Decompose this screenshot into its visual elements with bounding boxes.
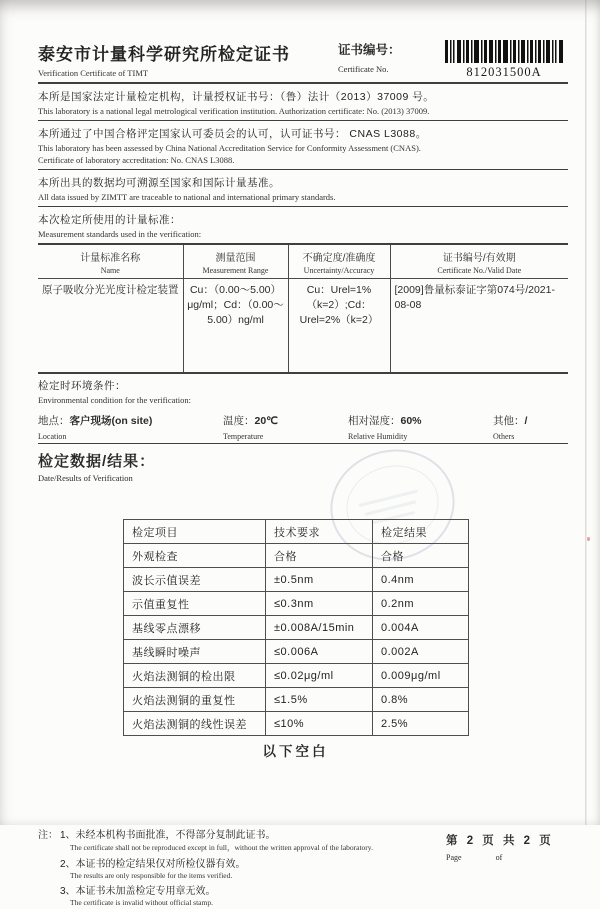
env-label-en: Relative Humidity: [348, 431, 408, 441]
statement-en: This laboratory is a national legal metrological verification institution. Authorization certificate: No. (2013) 37009.: [38, 106, 430, 116]
uncertainty-cell: Cu：Urel=1%（k=2）;Cd：Urel=2%（k=2）: [288, 279, 390, 373]
result-requirement: ±0.008A/15min: [266, 615, 373, 639]
env-label-cn: 温度：: [223, 414, 255, 427]
env-value: /: [524, 414, 528, 427]
env-value: 60%: [400, 414, 422, 427]
of-label: of: [495, 852, 503, 862]
note-en: The certificate is invalid without official stamp.: [70, 897, 213, 907]
note-cn: 2、本证书的检定结果仅对所检仪器有效。: [60, 858, 246, 870]
page-edge-line: [585, 0, 587, 825]
env-label-en: Others: [493, 431, 515, 441]
environment-title: [38, 374, 568, 408]
barcode-block: [440, 40, 568, 80]
result-requirement: ±0.5nm: [266, 567, 373, 591]
statement-standards-used: [38, 207, 568, 243]
statement-accreditation: [38, 121, 568, 169]
blank-below-note: 以下空白: [262, 743, 329, 759]
results-title-cn: 检定数据/结果：: [38, 452, 156, 470]
table-row: [124, 567, 469, 591]
table-row: [38, 279, 568, 373]
standard-name-cell: 原子吸收分光光度计检定装置: [38, 279, 183, 373]
header-cell: [38, 244, 183, 279]
result-item: 基线瞬时噪声: [124, 639, 266, 663]
result-item: 火焰法测铜的重复性: [124, 687, 266, 711]
certificate-page: [38, 40, 568, 909]
page-number-en: [446, 853, 554, 862]
result-value: 0.004A: [373, 615, 469, 639]
certificate-number-label-en: Certificate No.: [338, 64, 389, 74]
notes-label: 注：: [38, 829, 58, 841]
result-value: 合格: [373, 543, 469, 567]
certificate-number-label-block: [338, 40, 418, 74]
note-cn: 3、本证书未加盖检定专用章无效。: [60, 885, 216, 897]
statement-cn: 本所出具的数据均可溯源至国家和国际计量基准。: [38, 177, 280, 189]
table-row: [124, 615, 469, 639]
environment-title-en: Environmental condition for the verification:: [38, 394, 191, 405]
header-cell: [183, 244, 288, 279]
env-value: 20℃: [254, 414, 278, 427]
statement-en: All data issued by ZIMTT are traceable to national and international primary standards.: [38, 192, 336, 202]
result-requirement: ≤0.3nm: [266, 591, 373, 615]
measurement-standards-table: [38, 243, 568, 374]
measurement-range-cell: Cu：（0.00～5.00）μg/ml；Cd：（0.00～5.00）ng/ml: [183, 279, 288, 373]
statement-en: This laboratory has been assessed by China National Accreditation Service for Conformity Assessment (CNAS).: [38, 143, 421, 153]
result-requirement: ≤1.5%: [266, 687, 373, 711]
header-en: Uncertainty/Accuracy: [303, 266, 375, 275]
env-others: [493, 413, 568, 441]
environment-title-cn: 检定时环境条件：: [38, 379, 126, 392]
results-header-result: 检定结果: [373, 519, 469, 543]
table-header-row: [124, 519, 469, 543]
result-item: 火焰法测铜的线性误差: [124, 711, 266, 735]
env-label-en: Temperature: [223, 431, 264, 441]
result-item: 基线零点漂移: [124, 615, 266, 639]
table-row: [124, 639, 469, 663]
result-value: 2.5%: [373, 711, 469, 735]
result-item: 外观检查: [124, 543, 266, 567]
footer-notes: [38, 826, 438, 909]
barcode-icon: [445, 40, 563, 63]
env-value: 客户现场(on site): [69, 414, 153, 427]
result-value: 0.8%: [373, 687, 469, 711]
result-item: 波长示值误差: [124, 567, 266, 591]
note-item: [60, 855, 373, 880]
header-cell: [390, 244, 568, 279]
env-location: [38, 413, 223, 441]
header-cell: [288, 244, 390, 279]
result-item: 火焰法测铜的检出限: [124, 663, 266, 687]
header-cn: 不确定度/准确度: [302, 253, 376, 264]
certificate-number-value: 812031500A: [466, 65, 542, 79]
table-header-row: [38, 244, 568, 279]
result-requirement: ≤0.02μg/ml: [266, 663, 373, 687]
header-en: Measurement Range: [202, 266, 269, 275]
header-cn: 计量标准名称: [80, 253, 141, 264]
table-row: [124, 687, 469, 711]
note-en: The certificate shall not be reproduced except in full，without the written approval of the laboratory.: [70, 842, 373, 852]
footer: [38, 826, 568, 909]
results-title: [38, 444, 568, 483]
note-cn: 1、未经本机构书面批准，不得部分复制此证书。: [60, 829, 276, 841]
result-value: 0.009μg/ml: [373, 663, 469, 687]
header-en: Name: [100, 266, 120, 275]
table-row: [124, 663, 469, 687]
scan-speck: [587, 537, 590, 541]
result-requirement: 合格: [266, 543, 373, 567]
header-cn: 测量范围: [215, 253, 256, 264]
note-item: [60, 882, 373, 907]
note-item: [60, 826, 373, 853]
statement-cn: 本所通过了中国合格评定国家认可委员会的认可，认可证书号： CNAS L3088。: [38, 128, 427, 140]
statement-cn: 本所是国家法定计量检定机构，计量授权证书号：（鲁）法计（2013）37009 号。: [38, 91, 435, 103]
result-item: 示值重复性: [124, 591, 266, 615]
env-temperature: [223, 413, 348, 441]
page-number-block: [446, 826, 554, 909]
header-en: Certificate No./Valid Date: [437, 266, 522, 275]
verification-results-table: [123, 519, 469, 736]
results-header-item: 检定项目: [124, 519, 266, 543]
result-value: 0.4nm: [373, 567, 469, 591]
result-requirement: ≤0.006A: [266, 639, 373, 663]
env-label-en: Location: [38, 431, 67, 441]
results-header-requirement: 技术要求: [266, 519, 373, 543]
table-row: [124, 543, 469, 567]
table-row: [124, 591, 469, 615]
statement-traceability: [38, 170, 568, 206]
result-value: 0.002A: [373, 639, 469, 663]
page-label: Page: [446, 852, 462, 862]
env-label-cn: 相对湿度：: [348, 414, 401, 427]
statement-en2: Certificate of laboratory accreditation: No. CNAS L3088.: [38, 155, 235, 165]
title-block: [38, 40, 338, 78]
header-cn: 证书编号/有效期: [442, 253, 516, 264]
result-requirement: ≤10%: [266, 711, 373, 735]
statement-en: Measurement standards used in the verification:: [38, 229, 202, 239]
page-number-cn: 第 2 页 共 2 页: [446, 834, 554, 847]
env-label-cn: 地点：: [38, 414, 70, 427]
table-row: [124, 711, 469, 735]
note-en: The results are only responsible for the items verified.: [70, 870, 233, 880]
statement-authorization: [38, 84, 568, 120]
env-label-cn: 其他：: [493, 414, 525, 427]
certificate-title-en: Verification Certificate of TIMT: [38, 68, 149, 78]
certificate-validity-cell: [2009]鲁量标泰证字第074号/2021-08-08: [390, 279, 568, 373]
notes-list: [60, 826, 373, 909]
certificate-title-cn: 泰安市计量科学研究所检定证书: [38, 45, 290, 64]
certificate-number-label-cn: 证书编号：: [338, 43, 401, 57]
env-humidity: [348, 413, 493, 441]
certificate-header: [38, 40, 568, 82]
environment-fields: [38, 408, 568, 443]
result-value: 0.2nm: [373, 591, 469, 615]
statement-cn: 本次检定所使用的计量标准：: [38, 214, 181, 226]
results-title-en: Date/Results of Verification: [38, 472, 133, 483]
